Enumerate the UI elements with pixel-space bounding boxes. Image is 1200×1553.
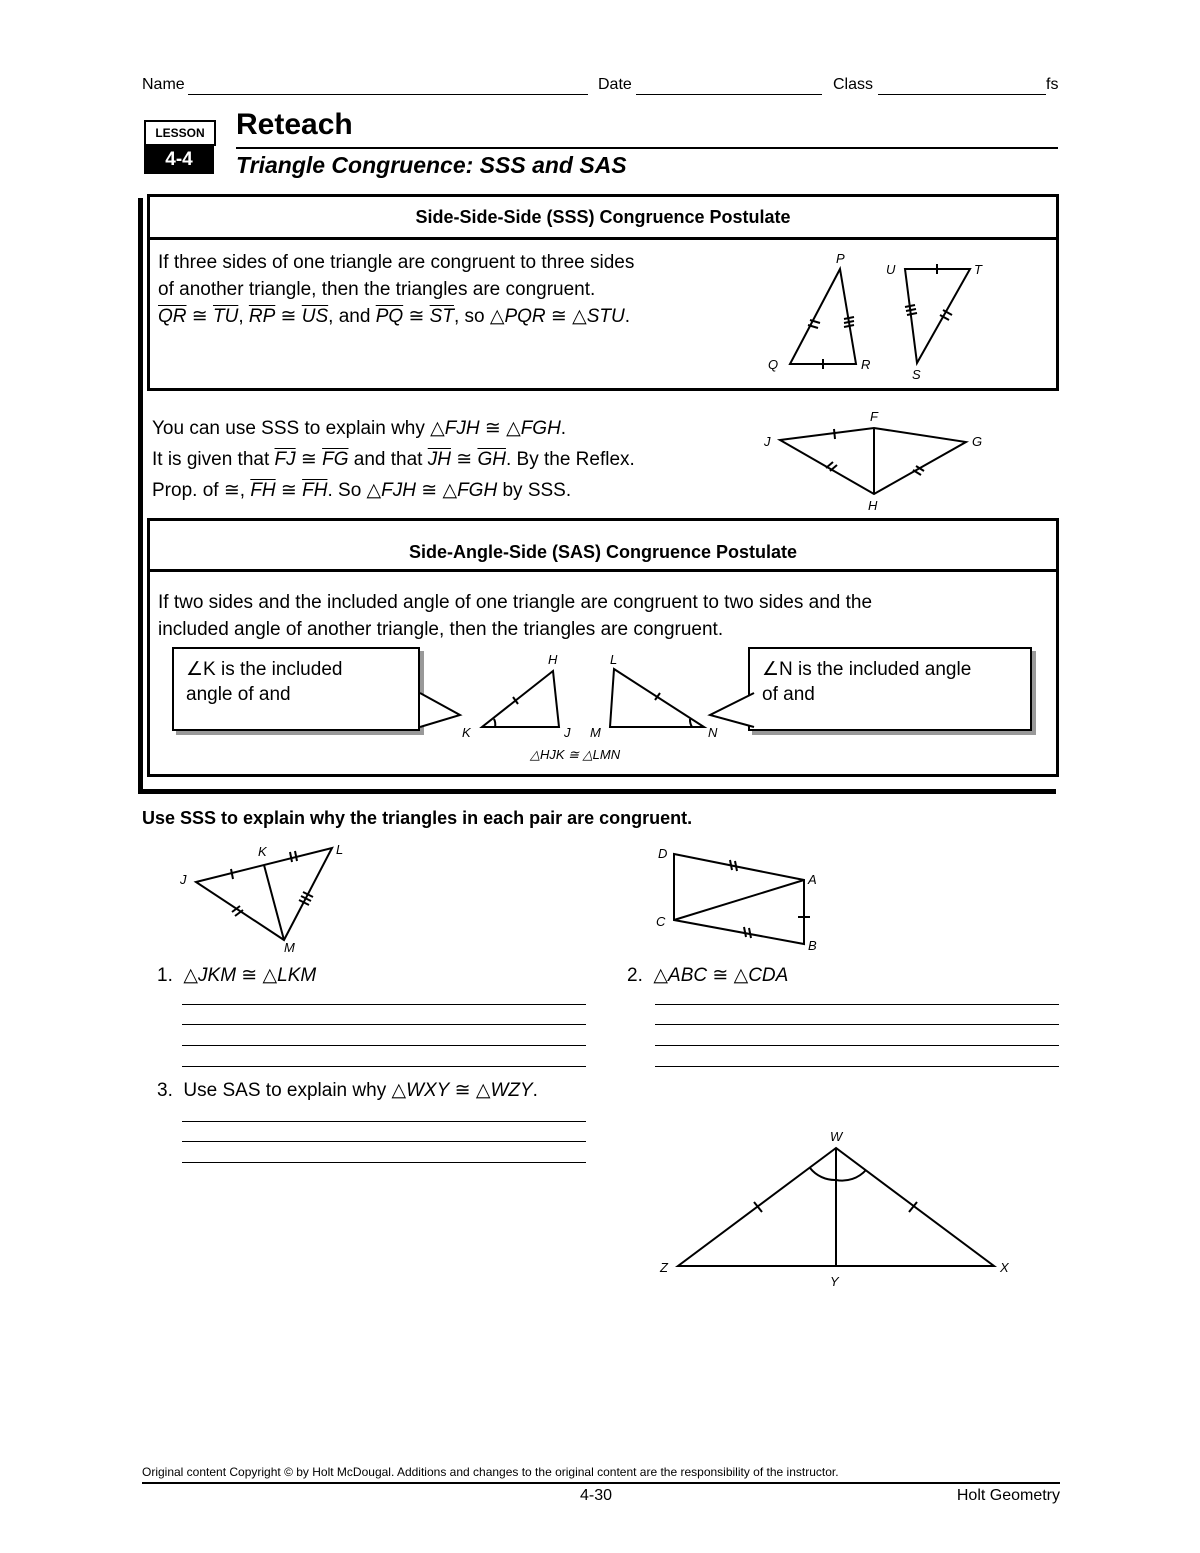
book-title: Holt Geometry (956, 1487, 1060, 1504)
by-reflex: By the Reflex. (516, 449, 635, 470)
sas-text (158, 589, 1038, 643)
sas-caption: △HJK ≅ △LMN (530, 747, 621, 762)
seg-us: $\overline{US}$ (301, 306, 329, 327)
label-f: F (870, 409, 878, 424)
sas-heading: Side-Angle-Side (SAS) Congruence Postulate (150, 521, 1056, 572)
q1-number: 1. (157, 965, 173, 986)
label-m: M (590, 725, 601, 740)
sss-text (158, 249, 738, 330)
q1-tri-a: JKM (198, 965, 237, 986)
seg-st: $\overline{ST}$ (429, 306, 454, 327)
tri-fjh: FJH (444, 418, 480, 439)
q3-text: Use SAS to explain why (183, 1080, 387, 1101)
seg-tu: $\overline{TU}$ (212, 306, 239, 327)
sss-line2: of another triangle, then the triangles are congruent. (158, 279, 596, 300)
label-l: L (610, 652, 618, 667)
seg-gh: $\overline{GH}$ (477, 449, 506, 470)
label-k: K (462, 725, 471, 740)
label-b: B (808, 938, 817, 953)
seg-qr: $\overline{QR}$ (158, 306, 187, 327)
callout-right (748, 647, 1032, 731)
answer-line-q2-4[interactable] (655, 1066, 1059, 1067)
fjh-figure (758, 404, 998, 516)
q3-tri-a: WXY (406, 1080, 450, 1101)
label-u: U (886, 262, 896, 277)
sas-box (147, 518, 1059, 777)
example-line2: It is given that $\overline{FJ}$ ≅ $\overline{FG}$ and that $\overline{JH}$ ≅ $\overline{GH}$. By the Reflex. (152, 449, 635, 470)
lesson-number: 4-4 (144, 146, 214, 174)
triangle-stu (905, 269, 970, 363)
sas-line2: included angle of another triangle, then the triangles are congruent. (158, 619, 724, 640)
label-l3: L (336, 842, 344, 857)
example-line3: Prop. of ≅, $\overline{FH}$ ≅ $\overline{FH}$. So △FJH ≅ △FGH by SSS. (152, 480, 572, 501)
seg-fh: $\overline{FH}$ (250, 480, 276, 501)
name-field[interactable] (188, 76, 588, 95)
footer-divider (142, 1482, 1060, 1484)
label-k3: K (258, 844, 267, 859)
question-3: 3. Use SAS to explain why △WXY ≅ △WZY. (157, 1080, 538, 1101)
example-line1-text: You can use SSS to explain why (152, 418, 425, 439)
figure-abcd (650, 838, 840, 956)
page-subtitle: Triangle Congruence: SSS and SAS (236, 152, 627, 178)
so-word: so (464, 306, 485, 327)
question-1: 1. △JKM ≅ △LKM (157, 965, 317, 986)
sas-figure (418, 647, 758, 767)
triangle-pqr (790, 269, 856, 364)
q3-number: 3. (157, 1080, 173, 1101)
triangle-jlm (196, 848, 332, 940)
label-x: X (1000, 1260, 1009, 1275)
label-m3: M (284, 940, 295, 955)
answer-line-q2-2[interactable] (655, 1024, 1059, 1025)
label-j3: J (180, 872, 187, 887)
tri-fjh-2: FJH (381, 480, 416, 501)
example-line1: You can use SSS to explain why △FJH ≅ △FGH. (152, 418, 567, 439)
section-bottom-border (138, 789, 1056, 794)
label-s: S (912, 367, 921, 382)
sss-figure (760, 247, 1020, 383)
label-w: W (830, 1129, 843, 1144)
example-line3-text: Prop. of (152, 480, 219, 501)
sss-heading: Side-Side-Side (SSS) Congruence Postulate (150, 197, 1056, 240)
answer-line-q1-3[interactable] (182, 1045, 586, 1046)
page-title: Reteach (236, 108, 353, 141)
figure-wxyz (650, 1124, 1030, 1294)
sss-example (152, 413, 752, 506)
callout-left-line1: ∠K is the included (186, 659, 343, 680)
tri-pqr: PQR (504, 306, 546, 327)
class-label: Class (833, 76, 874, 93)
answer-line-q1-2[interactable] (182, 1024, 586, 1025)
q3-tri-b: WZY (490, 1080, 533, 1101)
figure-jklm (176, 840, 366, 958)
sas-line1: If two sides and the included angle of one triangle are congruent to two sides and the (158, 592, 873, 613)
q1-tri-b: LKM (277, 965, 317, 986)
seg-jh: $\overline{JH}$ (427, 449, 451, 470)
answer-line-q3-3[interactable] (182, 1162, 586, 1163)
tri-stu: STU (586, 306, 625, 327)
seg-fh-2: $\overline{FH}$ (302, 480, 328, 501)
q2-number: 2. (627, 965, 643, 986)
q2-tri-b: CDA (748, 965, 789, 986)
tri-fgh-2: FGH (457, 480, 498, 501)
answer-line-q3-2[interactable] (182, 1141, 586, 1142)
label-j2: J (564, 725, 571, 740)
name-label: Name (142, 76, 185, 93)
label-y: Y (830, 1274, 839, 1289)
label-h2: H (548, 652, 558, 667)
sss-line3: $\overline{QR}$ ≅ $\overline{TU}$, $\overline{RP}$ ≅ $\overline{US}$, and $\overline{PQ}$ ≅ $\overline{ST}$, so △PQR ≅ △STU. (158, 306, 631, 327)
answer-line-q2-3[interactable] (655, 1045, 1059, 1046)
label-n: N (708, 725, 718, 740)
answer-line-q1-1[interactable] (182, 1004, 586, 1005)
label-a: A (808, 872, 817, 887)
seg-pq: $\overline{PQ}$ (375, 306, 404, 327)
and-word: and (338, 306, 371, 327)
seg-rp: $\overline{RP}$ (248, 306, 276, 327)
sss-line1: If three sides of one triangle are congruent to three sides (158, 252, 635, 273)
callout-left (172, 647, 420, 731)
label-z: Z (660, 1260, 668, 1275)
practice-instruction: Use SSS to explain why the triangles in each pair are congruent. (142, 808, 693, 828)
label-q: Q (768, 357, 779, 372)
triangle-hjk (482, 671, 559, 727)
label-t: T (974, 262, 982, 277)
question-2: 2. △ABC ≅ △CDA (627, 965, 789, 986)
name-date-class-row (142, 76, 1060, 100)
date-field[interactable] (636, 76, 822, 95)
callout-left-line2: angle of and (186, 684, 291, 705)
tri-fgh: FGH (520, 418, 561, 439)
answer-line-q3-1[interactable] (182, 1121, 586, 1122)
example-line2-text: It is given that (152, 449, 270, 470)
by-sss: by SSS. (502, 480, 572, 501)
label-p: P (836, 251, 845, 266)
date-label: Date (598, 76, 632, 93)
label-d: D (658, 846, 668, 861)
section-left-border (138, 198, 143, 794)
seg-fg: $\overline{FG}$ (322, 449, 349, 470)
label-g: G (972, 434, 983, 449)
answer-line-q1-4[interactable] (182, 1066, 586, 1067)
copyright-note: Original content Copyright © by Holt McDougal. Additions and changes to the original content are the responsibility of the instructor. (142, 1465, 839, 1479)
label-c: C (656, 914, 666, 929)
callout-right-line2: of and (762, 684, 815, 705)
seg-fj: $\overline{FJ}$ (274, 449, 296, 470)
label-h: H (868, 498, 878, 513)
page-number: 4-30 (580, 1487, 613, 1504)
sss-box (147, 194, 1059, 391)
callout-right-line1: ∠N is the included angle (762, 659, 972, 680)
and-that: and that (353, 449, 423, 470)
so-word-2: So (338, 480, 362, 501)
label-r: R (861, 357, 871, 372)
label-j: J (764, 434, 771, 449)
q2-tri-a: ABC (668, 965, 708, 986)
answer-line-q2-1[interactable] (655, 1004, 1059, 1005)
class-field[interactable] (878, 76, 1046, 95)
fs-text: fs (1046, 76, 1059, 93)
lesson-label: LESSON (144, 120, 216, 146)
title-divider (236, 147, 1058, 149)
